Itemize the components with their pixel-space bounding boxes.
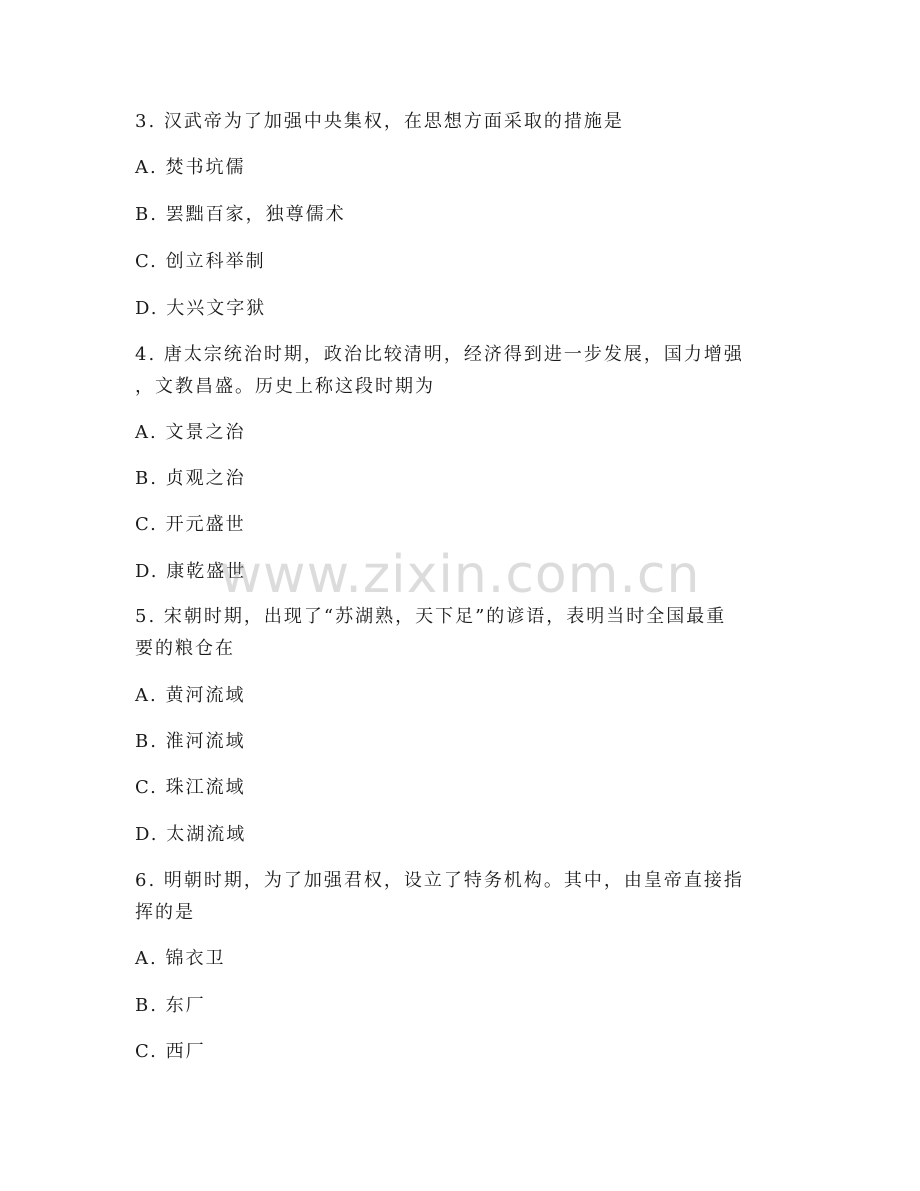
question-5-stem-line1: 5. 宋朝时期，出现了“苏湖熟，天下足”的谚语，表明当时全国最重 [135,606,727,627]
question-6-stem-line2: 挥的是 [135,902,195,923]
question-6-option-a: A. 锦衣卫 [135,948,226,969]
question-6-option-c: C. 西厂 [135,1041,206,1062]
question-5-option-a: A. 黄河流域 [135,685,246,706]
watermark-text: www.zixin.com.cn [219,545,701,605]
question-6-stem-line1: 6. 明朝时期，为了加强君权，设立了特务机构。其中，由皇帝直接指 [135,870,744,891]
question-4-option-d: D. 康乾盛世 [135,561,247,582]
question-3-option-b: B. 罢黜百家，独尊儒术 [135,204,346,225]
question-3-stem: 3. 汉武帝为了加强中央集权，在思想方面采取的措施是 [135,111,624,132]
question-3-option-c: C. 创立科举制 [135,251,266,272]
question-5-option-d: D. 太湖流域 [135,824,247,845]
question-4-stem-line1: 4. 唐太宗统治时期，政治比较清明，经济得到进一步发展，国力增强 [135,344,744,365]
question-5-option-b: B. 淮河流域 [135,731,246,752]
question-6-option-b: B. 东厂 [135,995,206,1016]
question-4-stem-line2: ，文教昌盛。历史上称这段时期为 [135,376,435,397]
question-5-stem-line2: 要的粮仓在 [135,638,235,659]
question-4-option-a: A. 文景之治 [135,422,246,443]
question-3-option-a: A. 焚书坑儒 [135,157,246,178]
question-4-option-c: C. 开元盛世 [135,514,246,535]
question-4-option-b: B. 贞观之治 [135,468,246,489]
question-5-option-c: C. 珠江流域 [135,777,246,798]
question-3-option-d: D. 大兴文字狱 [135,298,267,319]
